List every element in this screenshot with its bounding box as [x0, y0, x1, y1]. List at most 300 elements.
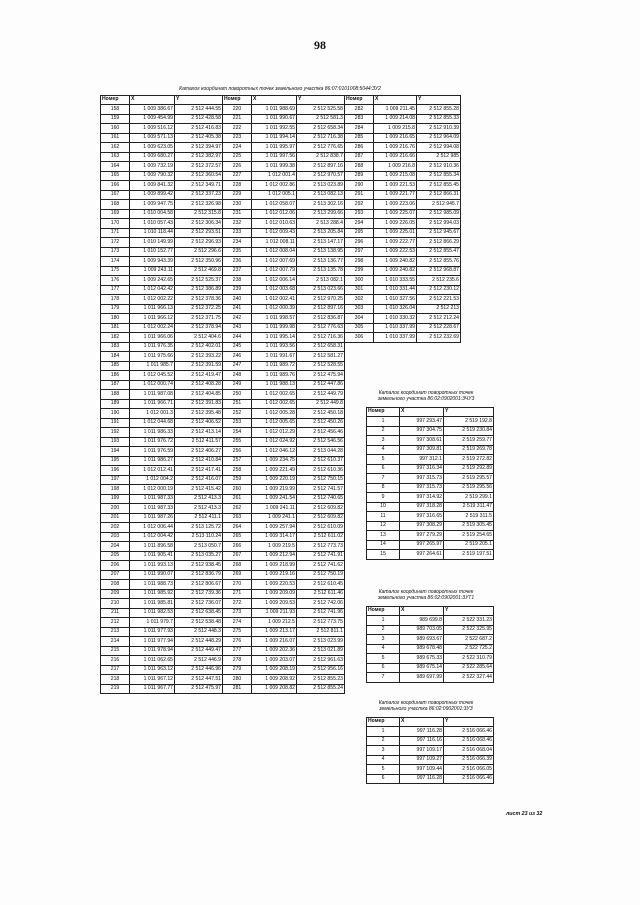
x-coordinate-cell: 1 011 977.94 [130, 637, 175, 647]
point-number-cell: 169 [101, 209, 130, 219]
x-coordinate-cell: 1 009 257.94 [252, 523, 297, 533]
x-coordinate-cell: 1 010 333.55 [374, 276, 417, 286]
point-number-cell: 284 [345, 124, 374, 134]
y-coordinate-cell: 2 512 411.57 [175, 437, 223, 447]
x-coordinate-cell: 1 011 977.93 [130, 627, 175, 637]
x-coordinate-cell: 1 009 947.75 [130, 200, 175, 210]
x-coordinate-cell: 1 010 331.44 [374, 285, 417, 295]
x-coordinate-cell: 1 009 314.17 [252, 532, 297, 542]
y-coordinate-cell: 2 513 082.1 [297, 276, 345, 286]
table-row [101, 105, 461, 115]
point-number-cell: 203 [101, 532, 130, 542]
x-coordinate-cell: 1 009 214.08 [374, 114, 417, 124]
point-number-cell: 6 [367, 774, 400, 784]
y-coordinate-cell: 2 516 066.05 [444, 765, 494, 775]
x-coordinate-cell: 997 312.1 [400, 455, 444, 465]
point-number-cell: 296 [345, 238, 374, 248]
catalog-2-caption: Каталог координат поворотных точек земельного участка 86:02:0902001:3ЧУ3 [377, 390, 475, 402]
point-number-cell: 4 [367, 445, 400, 455]
point-number-cell: 171 [101, 228, 130, 238]
point-number-cell: 195 [101, 456, 130, 466]
y-coordinate-cell: 2 512 448.29 [175, 637, 223, 647]
empty-cell [345, 561, 461, 571]
y-coordinate-cell: 2 519 197.51 [444, 550, 494, 560]
y-coordinate-cell: 2 513 205.84 [297, 228, 345, 238]
x-coordinate-cell: 1 011 976.72 [130, 437, 175, 447]
x-coordinate-cell: 1 011 985.92 [130, 589, 175, 599]
x-coordinate-cell: 1 009 516.12 [130, 124, 175, 134]
point-number-cell: 168 [101, 200, 130, 210]
x-coordinate-cell: 1 012 008.11 [252, 238, 297, 248]
x-coordinate-cell: 997 293.47 [400, 417, 444, 427]
x-coordinate-cell: 1 011 062.65 [130, 656, 175, 666]
x-coordinate-cell: 997 116.16 [400, 736, 444, 746]
y-coordinate-cell: 2 512 350.96 [175, 257, 223, 267]
point-number-cell: 279 [223, 665, 252, 675]
y-coordinate-cell: 2 512 716.36 [297, 333, 345, 343]
x-coordinate-cell: 1 009 202.36 [252, 646, 297, 656]
header-number: Номер [367, 607, 400, 616]
y-coordinate-cell: 2 512 970.57 [297, 171, 345, 181]
point-number-cell: 234 [223, 238, 252, 248]
x-coordinate-cell: 1 011 999.38 [252, 162, 297, 172]
x-coordinate-cell: 1 011 966.13 [130, 304, 175, 314]
x-coordinate-cell: 1 012 024.92 [252, 437, 297, 447]
table-row [101, 181, 461, 191]
y-coordinate-cell: 2 512 610.45 [297, 580, 345, 590]
y-coordinate-cell: 2 512 404.6 [175, 333, 223, 343]
point-number-cell: 161 [101, 133, 130, 143]
catalog-4-table [366, 717, 494, 784]
point-number-cell: 243 [223, 323, 252, 333]
y-coordinate-cell: 2 512 961.63 [297, 656, 345, 666]
point-number-cell: 177 [101, 285, 130, 295]
y-coordinate-cell: 2 512 945.67 [417, 228, 461, 238]
point-number-cell: 299 [345, 266, 374, 276]
point-number-cell: 225 [223, 152, 252, 162]
point-number-cell: 2 [367, 736, 400, 746]
point-number-cell: 267 [223, 551, 252, 561]
y-coordinate-cell: 2 512 994.03 [417, 219, 461, 229]
x-coordinate-cell: 1 011 979.7 [130, 618, 175, 628]
x-coordinate-cell: 1 009 240.82 [374, 266, 417, 276]
point-number-cell: 210 [101, 599, 130, 609]
x-coordinate-cell: 1 010 004.58 [130, 209, 175, 219]
page-number: 98 [314, 38, 326, 52]
y-coordinate-cell: 2 512 415.42 [175, 485, 223, 495]
point-number-cell: 214 [101, 637, 130, 647]
x-coordinate-cell: 1 009 241.1 [252, 513, 297, 523]
x-coordinate-cell: 1 011 985.7 [130, 361, 175, 371]
x-coordinate-cell: 1 011 993.13 [130, 561, 175, 571]
x-coordinate-cell: 1 012 000.74 [130, 380, 175, 390]
y-coordinate-cell: 2 512 910.39 [417, 124, 461, 134]
point-number-cell: 221 [223, 114, 252, 124]
y-coordinate-cell: 2 512 806.67 [175, 580, 223, 590]
y-coordinate-cell: 2 512 413.3 [175, 504, 223, 514]
point-number-cell: 228 [223, 181, 252, 191]
y-coordinate-cell: 2 519 205.1 [444, 540, 494, 550]
x-coordinate-cell: 1 010 337.99 [374, 323, 417, 333]
y-coordinate-cell: 2 512 750.15 [297, 475, 345, 485]
table-row [367, 736, 494, 746]
x-coordinate-cell: 1 012 058.07 [252, 200, 297, 210]
x-coordinate-cell: 1 012 004.2 [130, 475, 175, 485]
point-number-cell: 2 [367, 625, 400, 635]
y-coordinate-cell: 2 512 742.06 [297, 599, 345, 609]
x-coordinate-cell: 1 009 221.77 [374, 190, 417, 200]
point-number-cell: 199 [101, 494, 130, 504]
x-coordinate-cell: 1 009 222.77 [374, 238, 417, 248]
y-coordinate-cell: 2 512 416.07 [175, 475, 223, 485]
point-number-cell: 224 [223, 143, 252, 153]
y-coordinate-cell: 2 512 855.28 [417, 105, 461, 115]
x-coordinate-cell: 1 012 002.65 [252, 390, 297, 400]
point-number-cell: 186 [101, 371, 130, 381]
header-x: X [400, 718, 444, 727]
y-coordinate-cell: 2 513 110.24 [175, 532, 223, 542]
y-coordinate-cell: 2 512 444.55 [175, 105, 223, 115]
x-coordinate-cell: 1 009 203.07 [252, 656, 297, 666]
catalog-3-table [366, 606, 494, 683]
x-coordinate-cell: 997 315.73 [400, 483, 444, 493]
x-coordinate-cell: 1 010 326.04 [374, 304, 417, 314]
point-number-cell: 208 [101, 580, 130, 590]
point-number-cell: 222 [223, 124, 252, 134]
point-number-cell: 207 [101, 570, 130, 580]
table-row [101, 304, 461, 314]
point-number-cell: 256 [223, 447, 252, 457]
x-coordinate-cell: 989 678.48 [400, 644, 444, 654]
y-coordinate-cell: 2 512 378.36 [175, 295, 223, 305]
table-row [367, 436, 494, 446]
x-coordinate-cell: 997 315.73 [400, 474, 444, 484]
x-coordinate-cell: 1 010 330.32 [374, 314, 417, 324]
y-coordinate-cell: 2 513 023.89 [297, 181, 345, 191]
point-number-cell: 175 [101, 266, 130, 276]
y-coordinate-cell: 2 512 855.76 [417, 257, 461, 267]
y-coordinate-cell: 2 512 741.91 [297, 551, 345, 561]
point-number-cell: 220 [223, 105, 252, 115]
point-number-cell: 235 [223, 247, 252, 257]
y-coordinate-cell: 2 519 305.45 [444, 521, 494, 531]
point-number-cell: 201 [101, 513, 130, 523]
x-coordinate-cell: 1 011 990.07 [130, 570, 175, 580]
x-coordinate-cell: 1 012 012.29 [252, 428, 297, 438]
point-number-cell: 3 [367, 635, 400, 645]
x-coordinate-cell: 989 675.33 [400, 654, 444, 664]
table-row [367, 445, 494, 455]
point-number-cell: 254 [223, 428, 252, 438]
x-coordinate-cell: 1 012 003.68 [252, 285, 297, 295]
y-coordinate-cell: 2 519 295.56 [444, 483, 494, 493]
point-number-cell: 268 [223, 561, 252, 571]
y-coordinate-cell: 2 519 192.8 [444, 417, 494, 427]
y-coordinate-cell: 2 516 068.46 [444, 736, 494, 746]
x-coordinate-cell: 1 011 966.12 [130, 314, 175, 324]
point-number-cell: 303 [345, 304, 374, 314]
x-coordinate-cell: 1 010 118.44 [130, 228, 175, 238]
table-row [367, 654, 494, 664]
x-coordinate-cell: 1 012 042.42 [130, 285, 175, 295]
x-coordinate-cell: 1 011 988.69 [252, 105, 297, 115]
y-coordinate-cell: 2 512 449.79 [297, 390, 345, 400]
point-number-cell: 174 [101, 257, 130, 267]
point-number-cell: 287 [345, 152, 374, 162]
y-coordinate-cell: 2 512 855.45 [417, 181, 461, 191]
point-number-cell: 4 [367, 644, 400, 654]
y-coordinate-cell: 2 519 299.1 [444, 493, 494, 503]
x-coordinate-cell: 1 012 006.44 [130, 523, 175, 533]
x-coordinate-cell: 1 011 992.55 [252, 124, 297, 134]
x-coordinate-cell: 1 010 149.99 [130, 238, 175, 248]
point-number-cell: 183 [101, 342, 130, 352]
y-coordinate-cell: 2 512 413.3 [175, 494, 223, 504]
point-number-cell: 181 [101, 323, 130, 333]
y-coordinate-cell: 2 512 391.83 [175, 399, 223, 409]
x-coordinate-cell: 997 279.29 [400, 531, 444, 541]
y-coordinate-cell: 2 513 147.17 [297, 238, 345, 248]
x-coordinate-cell: 1 011 987.33 [130, 504, 175, 514]
table-row [101, 380, 461, 390]
x-coordinate-cell: 1 009 212.5 [252, 618, 297, 628]
table-row [367, 616, 494, 626]
point-number-cell: 259 [223, 475, 252, 485]
y-coordinate-cell: 2 516 068.04 [444, 746, 494, 756]
table-row [367, 426, 494, 436]
x-coordinate-cell: 1 012 001.3 [130, 409, 175, 419]
point-number-cell: 290 [345, 181, 374, 191]
y-coordinate-cell: 2 512 838.7 [297, 152, 345, 162]
x-coordinate-cell: 1 009 571.13 [130, 133, 175, 143]
x-coordinate-cell: 997 308.61 [400, 436, 444, 446]
y-coordinate-cell: 2 512 372.25 [175, 304, 223, 314]
x-coordinate-cell: 1 012 044.68 [130, 418, 175, 428]
x-coordinate-cell: 1 012 002.65 [252, 399, 297, 409]
point-number-cell: 162 [101, 143, 130, 153]
x-coordinate-cell: 1 009 216.76 [374, 143, 417, 153]
y-coordinate-cell: 2 513 082.13 [297, 190, 345, 200]
x-coordinate-cell: 1 009 219.99 [252, 485, 297, 495]
catalog-2-table [366, 407, 494, 560]
x-coordinate-cell: 1 012 000.19 [130, 485, 175, 495]
y-coordinate-cell: 2 512 897.16 [297, 162, 345, 172]
point-number-cell: 191 [101, 418, 130, 428]
header-x: X [252, 96, 297, 105]
y-coordinate-cell: 2 512 581.27 [297, 352, 345, 362]
x-coordinate-cell: 1 011 967.12 [130, 675, 175, 685]
y-coordinate-cell: 2 512 475.94 [297, 371, 345, 381]
y-coordinate-cell: 2 512 985.09 [417, 209, 461, 219]
y-coordinate-cell: 2 512 855.34 [417, 171, 461, 181]
table-row [101, 561, 461, 571]
y-coordinate-cell: 2 513 021.89 [297, 646, 345, 656]
point-number-cell: 216 [101, 656, 130, 666]
y-coordinate-cell: 2 512 469.8 [175, 266, 223, 276]
table-row [367, 455, 494, 465]
point-number-cell: 302 [345, 295, 374, 305]
table-row [101, 114, 461, 124]
x-coordinate-cell: 1 010 327.56 [374, 295, 417, 305]
y-coordinate-cell: 2 519 254.65 [444, 531, 494, 541]
header-x: X [400, 408, 444, 417]
table-row [101, 133, 461, 143]
y-coordinate-cell: 2 512 391.59 [175, 361, 223, 371]
point-number-cell: 304 [345, 314, 374, 324]
table-row [101, 200, 461, 210]
y-coordinate-cell: 2 512 393.22 [175, 352, 223, 362]
point-number-cell: 211 [101, 608, 130, 618]
catalog-3-caption: Каталог координат поворотных точек земельного участка 86:02:0902001:3УТ1 [377, 589, 475, 601]
point-number-cell: 158 [101, 105, 130, 115]
point-number-cell: 241 [223, 304, 252, 314]
point-number-cell: 280 [223, 675, 252, 685]
point-number-cell: 298 [345, 257, 374, 267]
point-number-cell: 5 [367, 654, 400, 664]
x-coordinate-cell: 1 011 987.08 [130, 390, 175, 400]
empty-cell [345, 570, 461, 580]
y-coordinate-cell: 2 512 449.47 [175, 646, 223, 656]
y-coordinate-cell: 2 512 447.51 [175, 675, 223, 685]
point-number-cell: 229 [223, 190, 252, 200]
y-coordinate-cell: 2 512 968.87 [417, 266, 461, 276]
x-coordinate-cell: 1 011 995.97 [252, 143, 297, 153]
x-coordinate-cell: 1 011 995.14 [252, 333, 297, 343]
point-number-cell: 14 [367, 540, 400, 550]
point-number-cell: 297 [345, 247, 374, 257]
x-coordinate-cell: 1 011 976.59 [130, 447, 175, 457]
y-coordinate-cell: 2 513 302.16 [297, 200, 345, 210]
table-row [367, 673, 494, 683]
y-coordinate-cell: 2 512 235.6 [417, 276, 461, 286]
point-number-cell: 1 [367, 616, 400, 626]
x-coordinate-cell: 997 265.97 [400, 540, 444, 550]
x-coordinate-cell: 1 012 002.86 [252, 181, 297, 191]
y-coordinate-cell: 2 512 611.46 [297, 589, 345, 599]
point-number-cell: 6 [367, 464, 400, 474]
header-number: Номер [101, 96, 130, 105]
y-coordinate-cell: 2 516 066.46 [444, 727, 494, 737]
point-number-cell: 306 [345, 333, 374, 343]
x-coordinate-cell: 1 009 386.67 [130, 105, 175, 115]
x-coordinate-cell: 1 009 221.53 [374, 181, 417, 191]
x-coordinate-cell: 997 318.28 [400, 502, 444, 512]
point-number-cell: 188 [101, 390, 130, 400]
x-coordinate-cell: 1 009 225.01 [374, 228, 417, 238]
y-coordinate-cell: 2 512 811.1 [297, 627, 345, 637]
x-coordinate-cell: 1 009 218.99 [252, 561, 297, 571]
x-coordinate-cell: 1 009 240.82 [374, 257, 417, 267]
table-row [101, 684, 461, 694]
x-coordinate-cell: 989 703.05 [400, 625, 444, 635]
point-number-cell: 166 [101, 181, 130, 191]
y-coordinate-cell: 2 512 413.14 [175, 428, 223, 438]
point-number-cell: 176 [101, 276, 130, 286]
point-number-cell: 3 [367, 746, 400, 756]
table-row [101, 352, 461, 362]
y-coordinate-cell: 2 512 956.16 [297, 665, 345, 675]
header-x: X [400, 607, 444, 616]
x-coordinate-cell: 1 009 211.45 [374, 105, 417, 115]
header-y: Y [444, 718, 494, 727]
x-coordinate-cell: 1 011 978.94 [130, 646, 175, 656]
y-coordinate-cell: 2 512 638.45 [175, 608, 223, 618]
table-row [367, 531, 494, 541]
y-coordinate-cell: 2 512 611.02 [297, 532, 345, 542]
x-coordinate-cell: 997 109.44 [400, 765, 444, 775]
y-coordinate-cell: 2 512 538.48 [175, 618, 223, 628]
point-number-cell: 261 [223, 494, 252, 504]
x-coordinate-cell: 1 009 241.54 [252, 494, 297, 504]
y-coordinate-cell: 2 512 546.56 [297, 437, 345, 447]
point-number-cell: 263 [223, 513, 252, 523]
header-x: X [130, 96, 175, 105]
point-number-cell: 4 [367, 755, 400, 765]
x-coordinate-cell: 1 009 243.11 [130, 266, 175, 276]
y-coordinate-cell: 2 522 327.44 [444, 673, 494, 683]
point-number-cell: 272 [223, 599, 252, 609]
y-coordinate-cell: 2 512 525.37 [175, 276, 223, 286]
point-number-cell: 248 [223, 371, 252, 381]
table-row [101, 219, 461, 229]
header-number: Номер [223, 96, 252, 105]
point-number-cell: 198 [101, 485, 130, 495]
point-number-cell: 264 [223, 523, 252, 533]
y-coordinate-cell: 2 512 315.8 [175, 209, 223, 219]
y-coordinate-cell: 2 513 050.7 [175, 542, 223, 552]
point-number-cell: 10 [367, 502, 400, 512]
x-coordinate-cell: 989 693.67 [400, 635, 444, 645]
x-coordinate-cell: 1 009 208.19 [252, 665, 297, 675]
header-y: Y [297, 96, 345, 105]
y-coordinate-cell: 2 519 311.47 [444, 502, 494, 512]
point-number-cell: 273 [223, 608, 252, 618]
point-number-cell: 226 [223, 162, 252, 172]
point-number-cell: 276 [223, 637, 252, 647]
y-coordinate-cell: 2 512 609.82 [297, 513, 345, 523]
x-coordinate-cell: 1 012 001.4 [252, 171, 297, 181]
y-coordinate-cell: 2 522 687.2 [444, 635, 494, 645]
point-number-cell: 8 [367, 483, 400, 493]
point-number-cell: 164 [101, 162, 130, 172]
x-coordinate-cell: 1 011 991.67 [252, 352, 297, 362]
y-coordinate-cell: 2 513 023.99 [297, 637, 345, 647]
point-number-cell: 251 [223, 399, 252, 409]
table-row [367, 483, 494, 493]
point-number-cell: 160 [101, 124, 130, 134]
table-row [101, 580, 461, 590]
point-number-cell: 13 [367, 531, 400, 541]
y-coordinate-cell: 2 512 447.86 [297, 380, 345, 390]
point-number-cell: 185 [101, 361, 130, 371]
table-row [367, 474, 494, 484]
point-number-cell: 288 [345, 162, 374, 172]
x-coordinate-cell: 1 011 967.77 [130, 684, 175, 694]
x-coordinate-cell: 1 012 006.14 [252, 276, 297, 286]
table-row [367, 765, 494, 775]
x-coordinate-cell: 997 309.81 [400, 445, 444, 455]
table-row [367, 644, 494, 654]
point-number-cell: 172 [101, 238, 130, 248]
point-number-cell: 237 [223, 266, 252, 276]
point-number-cell: 275 [223, 627, 252, 637]
point-number-cell: 277 [223, 646, 252, 656]
y-coordinate-cell: 2 522 325.95 [444, 625, 494, 635]
x-coordinate-cell: 1 009 208.92 [252, 675, 297, 685]
y-coordinate-cell: 2 512 610.37 [297, 456, 345, 466]
x-coordinate-cell: 1 009 208.82 [252, 684, 297, 694]
y-coordinate-cell: 2 512 428.58 [175, 114, 223, 124]
